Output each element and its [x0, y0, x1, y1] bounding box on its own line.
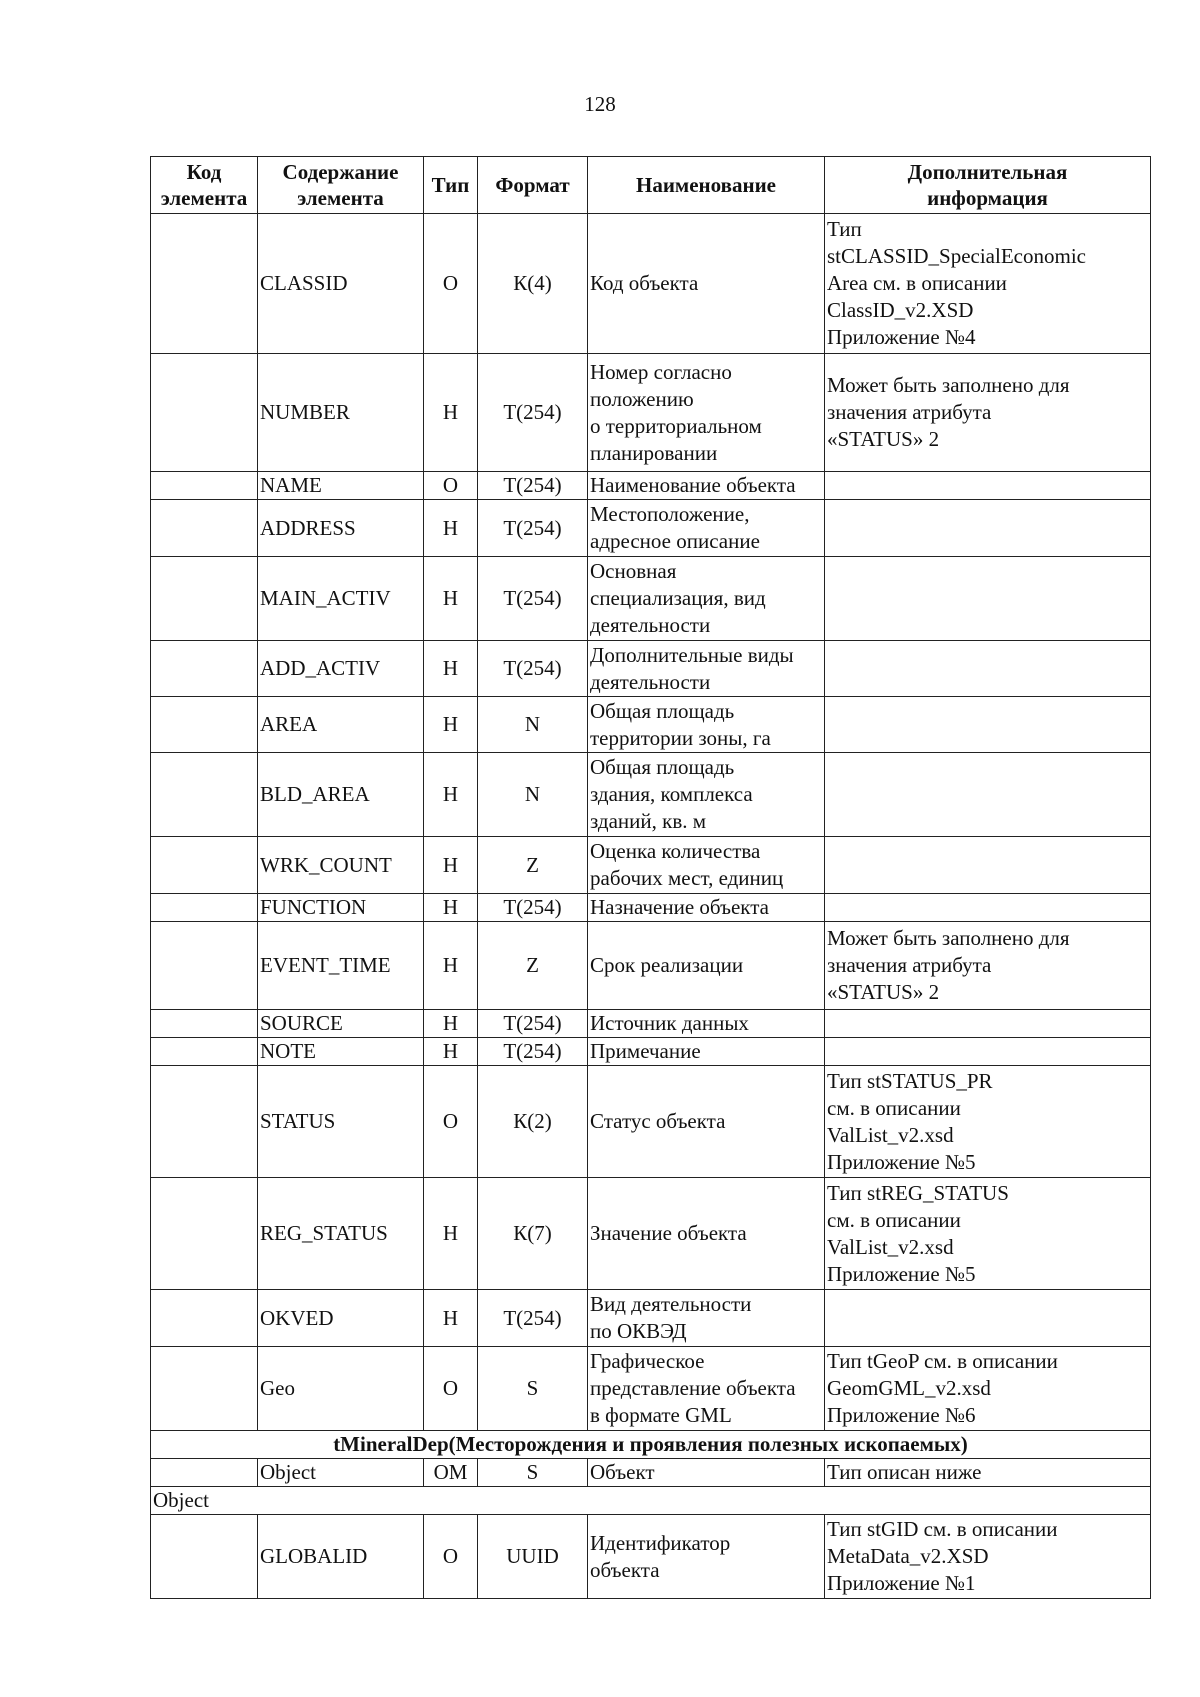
cell-format: Z — [478, 922, 588, 1010]
header-info: Дополнительная информация — [825, 157, 1151, 214]
cell-name: Графическое представление объекта в формате GML — [588, 1347, 825, 1431]
cell-element: CLASSID — [258, 214, 424, 354]
table-row — [151, 1038, 1151, 1066]
cell-type: Н — [424, 837, 478, 894]
cell-element: EVENT_TIME — [258, 922, 424, 1010]
cell-info: Тип tGeoP см. в описании GeomGML_v2.xsd Приложение №6 — [825, 1347, 1151, 1431]
cell-element: ADD_ACTIV — [258, 641, 424, 697]
cell-code — [151, 837, 258, 894]
table-row — [151, 753, 1151, 837]
cell-type: Н — [424, 894, 478, 922]
cell-name: Значение объекта — [588, 1178, 825, 1290]
cell-name: Номер согласно положению о территориальном планировании — [588, 354, 825, 472]
cell-type: Н — [424, 500, 478, 557]
cell-format: Т(254) — [478, 1038, 588, 1066]
cell-info — [825, 1010, 1151, 1038]
table-row — [151, 894, 1151, 922]
table-row — [151, 1066, 1151, 1178]
cell-name: Оценка количества рабочих мест, единиц — [588, 837, 825, 894]
cell-type: О — [424, 1347, 478, 1431]
cell-code — [151, 500, 258, 557]
cell-element: WRK_COUNT — [258, 837, 424, 894]
table-row — [151, 837, 1151, 894]
cell-code — [151, 1290, 258, 1347]
cell-element: AREA — [258, 697, 424, 753]
cell-name: Основная специализация, вид деятельности — [588, 557, 825, 641]
cell-element: Geo — [258, 1347, 424, 1431]
cell-type: О — [424, 214, 478, 354]
header-code: Код элемента — [151, 157, 258, 214]
cell-info: Тип stGID см. в описании MetaData_v2.XSD Приложение №1 — [825, 1515, 1151, 1599]
cell-element: NUMBER — [258, 354, 424, 472]
cell-info — [825, 837, 1151, 894]
cell-format: N — [478, 697, 588, 753]
cell-format: К(2) — [478, 1066, 588, 1178]
cell-format: Т(254) — [478, 1290, 588, 1347]
cell-format: Т(254) — [478, 354, 588, 472]
cell-format: Т(254) — [478, 894, 588, 922]
cell-type: О — [424, 1515, 478, 1599]
header-name: Наименование — [588, 157, 825, 214]
object-label-row — [151, 1487, 1151, 1515]
table-row — [151, 1178, 1151, 1290]
object-label: Object — [151, 1487, 1151, 1515]
table-row — [151, 557, 1151, 641]
page-number: 128 — [584, 92, 616, 116]
cell-info: Может быть заполнено для значения атрибута «STATUS» 2 — [825, 922, 1151, 1010]
cell-format: К(4) — [478, 214, 588, 354]
cell-element: ADDRESS — [258, 500, 424, 557]
cell-info — [825, 1290, 1151, 1347]
section-row — [151, 1431, 1151, 1459]
cell-code — [151, 1038, 258, 1066]
cell-name: Срок реализации — [588, 922, 825, 1010]
cell-code — [151, 472, 258, 500]
header-format: Формат — [478, 157, 588, 214]
cell-info: Тип stREG_STATUS см. в описании ValList_v2.xsd Приложение №5 — [825, 1178, 1151, 1290]
cell-type: О — [424, 1066, 478, 1178]
cell-code — [151, 1347, 258, 1431]
cell-format: Т(254) — [478, 1010, 588, 1038]
cell-type: Н — [424, 1010, 478, 1038]
cell-format: S — [478, 1459, 588, 1487]
cell-element: OKVED — [258, 1290, 424, 1347]
cell-code — [151, 1178, 258, 1290]
cell-name: Назначение объекта — [588, 894, 825, 922]
cell-element: NOTE — [258, 1038, 424, 1066]
cell-type: О — [424, 472, 478, 500]
cell-name: Код объекта — [588, 214, 825, 354]
cell-type: Н — [424, 354, 478, 472]
cell-element: STATUS — [258, 1066, 424, 1178]
cell-format: К(7) — [478, 1178, 588, 1290]
table-row — [151, 1010, 1151, 1038]
table-row — [151, 922, 1151, 1010]
cell-format: N — [478, 753, 588, 837]
cell-type: Н — [424, 1038, 478, 1066]
cell-element: NAME — [258, 472, 424, 500]
cell-format: Т(254) — [478, 500, 588, 557]
cell-element: REG_STATUS — [258, 1178, 424, 1290]
cell-element: Object — [258, 1459, 424, 1487]
table-row — [151, 1347, 1151, 1431]
cell-type: ОМ — [424, 1459, 478, 1487]
cell-code — [151, 753, 258, 837]
cell-code — [151, 1066, 258, 1178]
cell-code — [151, 214, 258, 354]
cell-name: Объект — [588, 1459, 825, 1487]
cell-format: Т(254) — [478, 641, 588, 697]
header-row — [151, 157, 1151, 214]
cell-type: Н — [424, 922, 478, 1010]
cell-type: Н — [424, 1178, 478, 1290]
table-row — [151, 472, 1151, 500]
cell-code — [151, 1010, 258, 1038]
cell-element: BLD_AREA — [258, 753, 424, 837]
cell-type: Н — [424, 1290, 478, 1347]
cell-format: Т(254) — [478, 557, 588, 641]
cell-type: Н — [424, 697, 478, 753]
cell-name: Вид деятельности по ОКВЭД — [588, 1290, 825, 1347]
cell-code — [151, 922, 258, 1010]
cell-info — [825, 697, 1151, 753]
cell-info — [825, 1038, 1151, 1066]
cell-name: Наименование объекта — [588, 472, 825, 500]
table-row — [151, 1290, 1151, 1347]
cell-code — [151, 557, 258, 641]
cell-info — [825, 753, 1151, 837]
cell-format: S — [478, 1347, 588, 1431]
cell-info — [825, 500, 1151, 557]
cell-info — [825, 472, 1151, 500]
cell-type: Н — [424, 557, 478, 641]
cell-name: Источник данных — [588, 1010, 825, 1038]
cell-name: Общая площадь территории зоны, га — [588, 697, 825, 753]
cell-code — [151, 354, 258, 472]
cell-name: Общая площадь здания, комплекса зданий, кв. м — [588, 753, 825, 837]
cell-code — [151, 1459, 258, 1487]
cell-format: Т(254) — [478, 472, 588, 500]
table-row — [151, 641, 1151, 697]
cell-code — [151, 894, 258, 922]
cell-type: Н — [424, 641, 478, 697]
cell-code — [151, 1515, 258, 1599]
table-row — [151, 500, 1151, 557]
table-row — [151, 1459, 1151, 1487]
cell-info — [825, 557, 1151, 641]
header-type: Тип — [424, 157, 478, 214]
table-row — [151, 214, 1151, 354]
cell-code — [151, 697, 258, 753]
cell-format: UUID — [478, 1515, 588, 1599]
header-element: Содержание элемента — [258, 157, 424, 214]
cell-code — [151, 641, 258, 697]
cell-element: FUNCTION — [258, 894, 424, 922]
cell-info: Тип stCLASSID_SpecialEconomic Area см. в описании ClassID_v2.XSD Приложение №4 — [825, 214, 1151, 354]
section-title: tMineralDep(Месторождения и проявления полезных ископаемых) — [151, 1431, 1151, 1459]
cell-name: Местоположение, адресное описание — [588, 500, 825, 557]
cell-element: GLOBALID — [258, 1515, 424, 1599]
cell-info: Тип описан ниже — [825, 1459, 1151, 1487]
cell-info: Может быть заполнено для значения атрибута «STATUS» 2 — [825, 354, 1151, 472]
cell-info — [825, 894, 1151, 922]
cell-name: Статус объекта — [588, 1066, 825, 1178]
cell-info: Тип stSTATUS_PR см. в описании ValList_v2.xsd Приложение №5 — [825, 1066, 1151, 1178]
cell-format: Z — [478, 837, 588, 894]
cell-name: Дополнительные виды деятельности — [588, 641, 825, 697]
cell-element: MAIN_ACTIV — [258, 557, 424, 641]
cell-info — [825, 641, 1151, 697]
cell-type: Н — [424, 753, 478, 837]
table-row — [151, 1515, 1151, 1599]
cell-element: SOURCE — [258, 1010, 424, 1038]
table-row — [151, 697, 1151, 753]
cell-name: Примечание — [588, 1038, 825, 1066]
cell-name: Идентификатор объекта — [588, 1515, 825, 1599]
element-spec-table — [150, 156, 1151, 1599]
table-row — [151, 354, 1151, 472]
